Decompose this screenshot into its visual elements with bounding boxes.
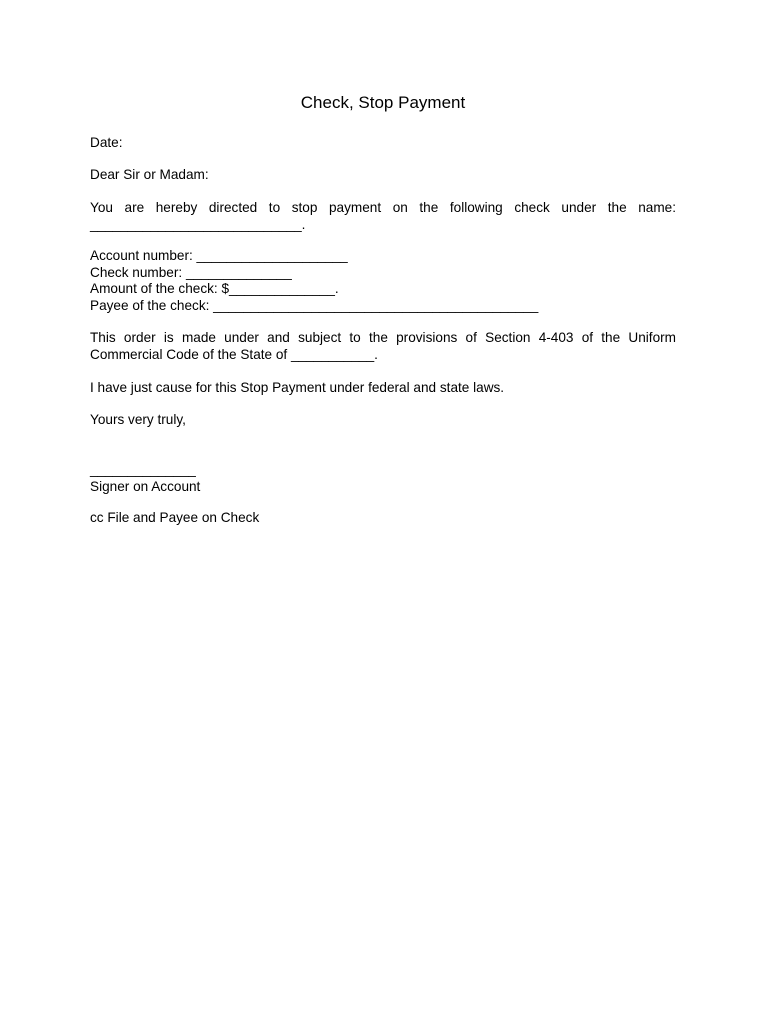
signature-block [90,462,676,495]
directive-paragraph [90,200,676,233]
directive-line-2: ____________________________. [90,216,306,232]
amount-field: Amount of the check: $______________. [90,281,339,296]
salutation: Dear Sir or Madam: [90,167,209,182]
closing: Yours very truly, [90,412,186,427]
document-title: Check, Stop Payment [300,93,466,112]
directive-line-1: You are hereby directed to stop payment on the following check under the name: [90,200,676,215]
check-details [90,248,676,314]
payee-field: Payee of the check: ___________________________________________ [90,297,539,313]
signature-line: ______________ [90,462,196,477]
just-cause-statement: I have just cause for this Stop Payment under federal and state laws. [90,380,505,395]
date-label: Date: [90,135,123,150]
provision-paragraph [90,330,676,363]
provision-line-2: Commercial Code of the State of ___________. [90,346,378,362]
signer-label: Signer on Account [90,478,201,494]
provision-line-1: This order is made under and subject to the provisions of Section 4-403 of the Uniform [90,330,676,345]
account-number-field: Account number: ____________________ [90,248,348,263]
check-number-field: Check number: ______________ [90,264,292,280]
cc-line: cc File and Payee on Check [90,510,260,525]
